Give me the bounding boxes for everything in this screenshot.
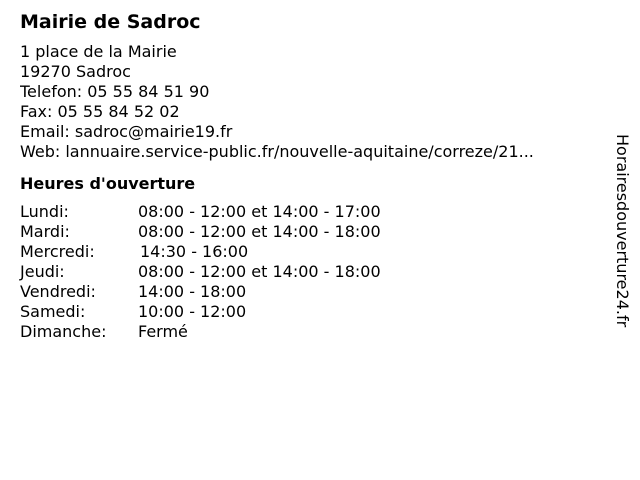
day-label: Lundi: — [20, 202, 69, 221]
location-card — [20, 10, 600, 342]
day-label: Jeudi: — [20, 262, 65, 281]
time-value: 14:00 - 18:00 — [138, 282, 247, 301]
time-value: 08:00 - 12:00 et 14:00 - 17:00 — [138, 202, 381, 221]
hours-row-dimanche — [20, 322, 600, 342]
web-line[interactable]: Web: lannuaire.service-public.fr/nouvelle-aquitaine/correze/21... — [20, 142, 534, 161]
time-value: 08:00 - 12:00 et 14:00 - 18:00 — [138, 222, 381, 241]
day-label: Mardi: — [20, 222, 70, 241]
fax-line: Fax: 05 55 84 52 02 — [20, 102, 180, 121]
email-line[interactable]: Email: sadroc@mairie19.fr — [20, 122, 233, 141]
time-value: 10:00 - 12:00 — [138, 302, 247, 321]
time-value: 08:00 - 12:00 et 14:00 - 18:00 — [138, 262, 381, 281]
day-label: Mercredi: — [20, 242, 95, 261]
day-label: Dimanche: — [20, 322, 107, 341]
time-value: Fermé — [138, 322, 188, 341]
hours-heading: Heures d'ouverture — [20, 174, 196, 193]
address-city: 19270 Sadroc — [20, 62, 131, 81]
hours-row-vendredi — [20, 282, 600, 302]
day-label: Samedi: — [20, 302, 86, 321]
hours-row-jeudi — [20, 262, 600, 282]
hours-table — [20, 202, 600, 342]
page-title: Mairie de Sadroc — [20, 11, 201, 33]
hours-row-mardi — [20, 222, 600, 242]
day-label: Vendredi: — [20, 282, 96, 301]
site-watermark: Horairesdouverture24.fr — [613, 134, 632, 328]
phone-line[interactable]: Telefon: 05 55 84 51 90 — [20, 82, 210, 101]
hours-row-mercredi — [20, 242, 600, 262]
hours-row-samedi — [20, 302, 600, 322]
hours-row-lundi — [20, 202, 600, 222]
address-street: 1 place de la Mairie — [20, 42, 177, 61]
time-value: 14:30 - 16:00 — [140, 242, 249, 261]
